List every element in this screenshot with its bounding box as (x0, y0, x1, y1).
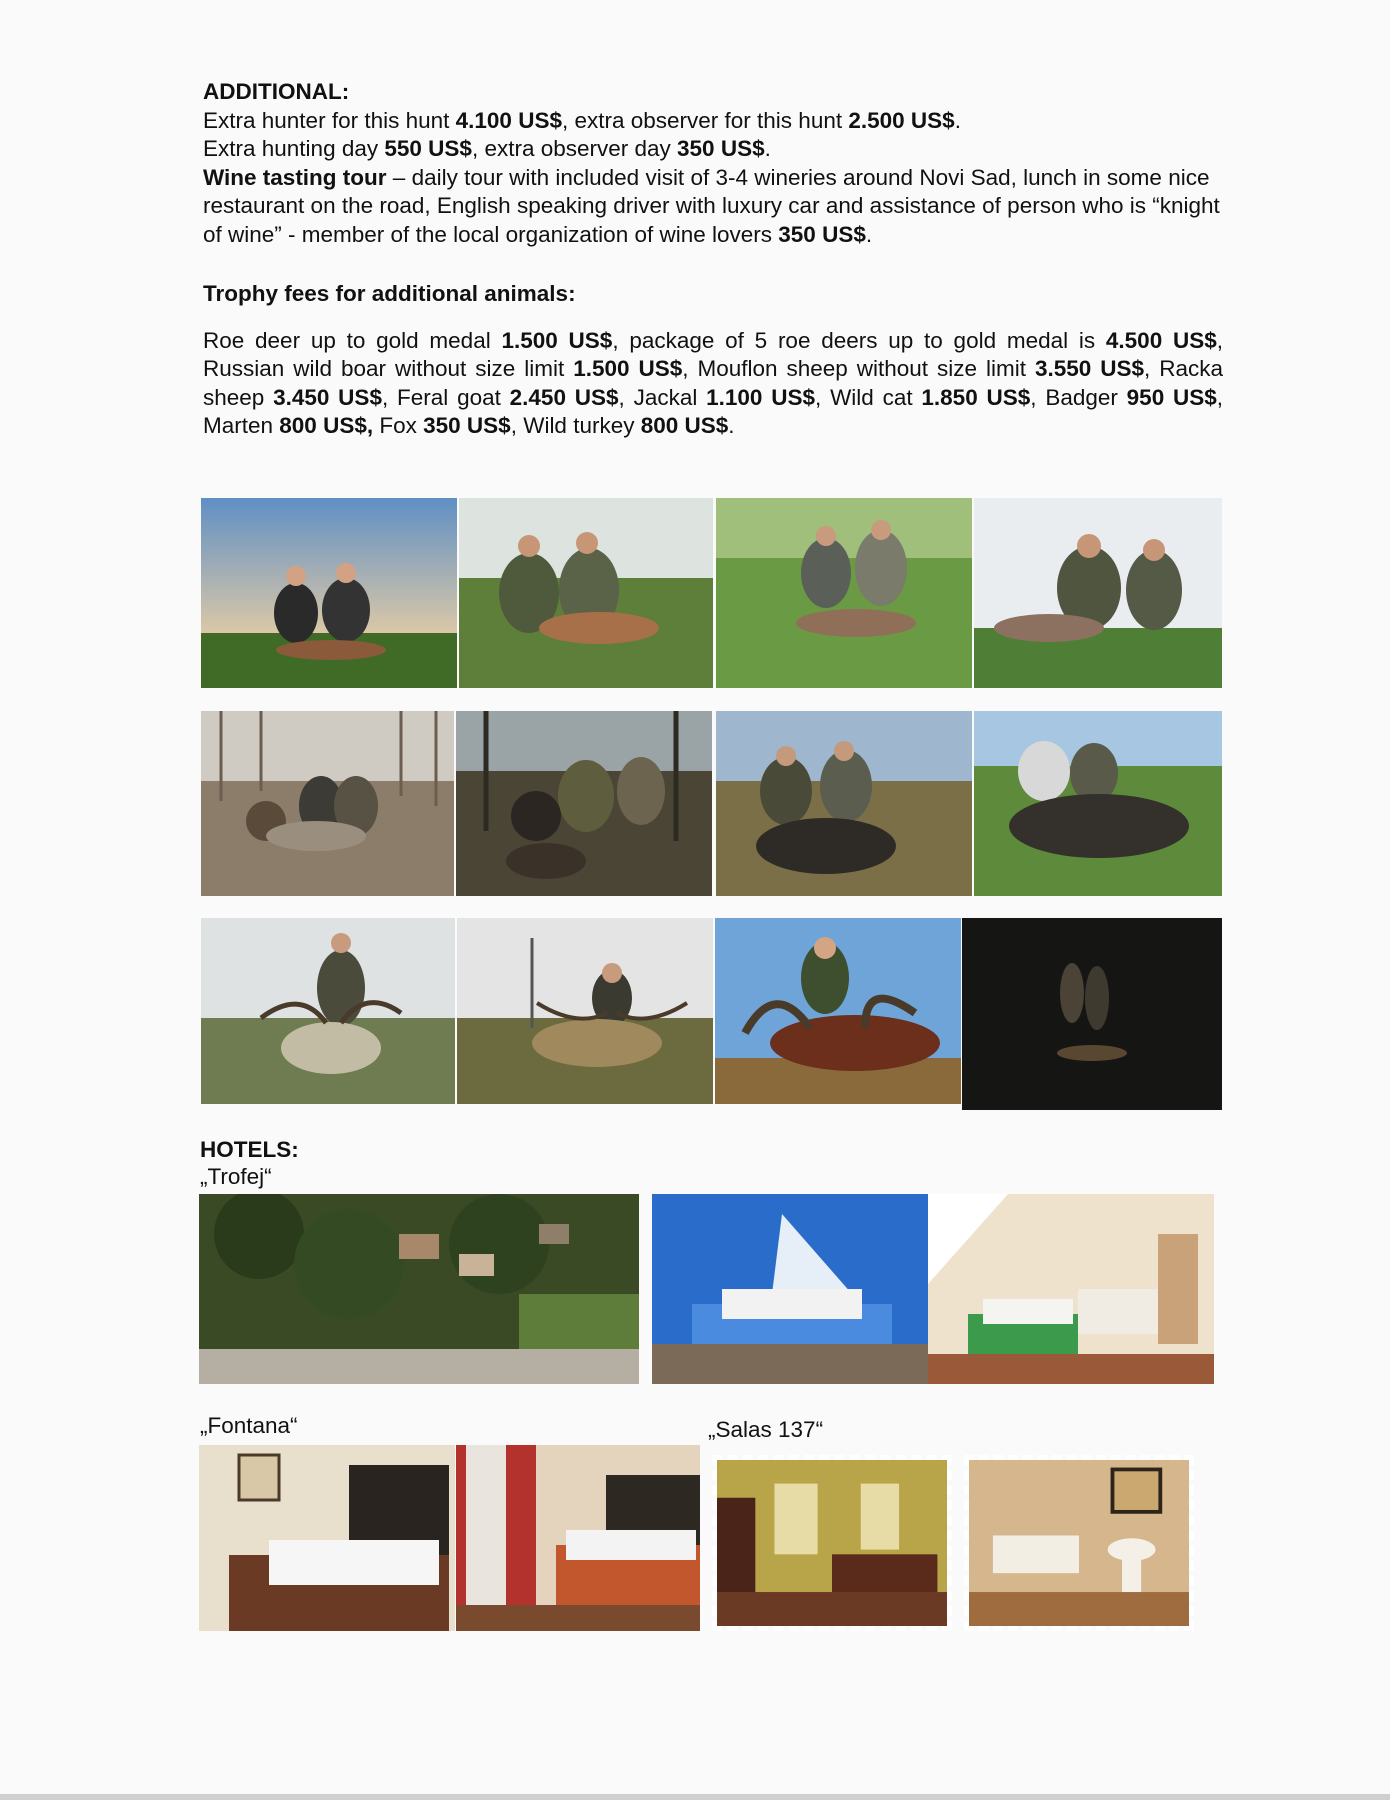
hunt-photo-jackal-night (962, 918, 1222, 1110)
hunt-photo-feral-goat (715, 918, 961, 1104)
hunt-photo-roe-deer-1 (201, 498, 457, 688)
trophy-item-name: Marten (203, 413, 280, 438)
hotel-salas-bathroom-photo (964, 1455, 1194, 1631)
hunt-photo-roe-deer-2 (459, 498, 713, 688)
trophy-item-separator: , (815, 384, 831, 410)
trophy-item-name: Wild cat (830, 384, 922, 410)
additional-line-1: Extra hunter for this hunt 4.100 US$, extra observer for this hunt 2.500 US$. (203, 107, 961, 133)
trophy-item-separator: , (510, 413, 524, 438)
trophy-item-price: 1.500 US$ (573, 356, 683, 381)
hunt-photo-racka-sheep-1 (201, 918, 455, 1104)
trophy-item-separator: , (612, 327, 630, 353)
hotel-name-fontana: „Fontana“ (200, 1413, 298, 1438)
trophy-item-price: 1.850 US$ (921, 384, 1031, 410)
trophy-heading: Trophy fees for additional animals: (203, 281, 576, 306)
hunt-photo-roe-deer-3 (716, 498, 972, 688)
hotel-trofej-green-room-photo (928, 1194, 1214, 1384)
scan-edge (0, 1794, 1390, 1800)
trophy-item-price: 4.500 US$ (1105, 327, 1217, 353)
trophy-item-name: Fox (379, 413, 424, 438)
trophy-item-price: 950 US$ (1126, 384, 1217, 410)
trophy-item-name: Russian wild boar without size limit (203, 356, 574, 381)
additional-heading: ADDITIONAL: (203, 79, 350, 104)
trophy-item-price: 2.450 US$ (509, 384, 619, 410)
trophy-item-name: Feral goat (397, 384, 510, 410)
trophy-item-price: 1.500 US$ (501, 327, 613, 353)
trophy-item-price: 1.100 US$ (706, 384, 816, 410)
hotel-trofej-aerial-photo (199, 1194, 639, 1384)
trophy-item-separator: . (728, 413, 735, 438)
hotel-salas-bedroom-photo (712, 1455, 952, 1631)
trophy-item-separator: , (381, 384, 398, 410)
trophy-item-price: 800 US$ (640, 413, 729, 438)
trophy-item-separator: , (682, 356, 698, 381)
additional-section (203, 78, 1223, 249)
trophy-item-price: 3.450 US$ (273, 384, 382, 410)
hunt-photo-mouflon-1 (201, 711, 454, 896)
trophy-section (203, 280, 1223, 441)
trophy-item-separator: , (1216, 384, 1224, 410)
trophy-item-name: Mouflon sheep without size limit (697, 356, 1035, 381)
trophy-item-separator: , (1030, 384, 1046, 410)
hunt-photo-mouflon-2 (456, 711, 712, 896)
trophy-item-price: 3.550 US$ (1034, 356, 1144, 381)
hunt-photo-wild-boar-2 (974, 711, 1222, 896)
hotel-name-trofej: „Trofej“ (200, 1164, 272, 1189)
additional-line-2: Extra hunting day 550 US$, extra observer day 350 US$. (203, 136, 771, 161)
trophy-item-name: Roe deer up to gold medal (203, 327, 502, 353)
hotels-heading: HOTELS: (200, 1137, 299, 1162)
hunt-photo-roe-deer-4 (974, 498, 1222, 688)
trophy-item-name: Badger (1045, 384, 1127, 410)
hotel-fontana-room-photo-1 (199, 1445, 455, 1631)
trophy-item-name: package of 5 roe deers up to gold medal is (629, 327, 1106, 353)
trophy-item-name: Racka sheep (203, 356, 1223, 410)
hunt-photo-wild-boar-1 (716, 711, 972, 896)
trophy-fee-list (203, 327, 1223, 441)
trophy-item-name: Jackal (633, 384, 707, 410)
wine-tour-text: Wine tasting tour – daily tour with included visit of 3-4 wineries around Novi Sad, lunch in some nice restaurant on the road, English speaking driver with luxury car and assistance of person who is “knight of wine” - member of the local organization of wine lovers 350 US$. (203, 164, 1220, 247)
hotel-name-salas: „Salas 137“ (708, 1417, 824, 1442)
trophy-item-separator: , (1216, 327, 1224, 353)
trophy-item-price: 350 US$ (423, 413, 511, 438)
hotel-fontana-room-photo-2 (456, 1445, 700, 1631)
trophy-item-separator: , (618, 384, 634, 410)
hotel-trofej-blue-room-photo (652, 1194, 928, 1384)
trophy-item-name: Wild turkey (523, 413, 641, 438)
trophy-item-price: 800 US$, (279, 413, 374, 438)
hunt-photo-racka-sheep-2 (457, 918, 713, 1104)
trophy-item-separator: , (1143, 356, 1160, 381)
